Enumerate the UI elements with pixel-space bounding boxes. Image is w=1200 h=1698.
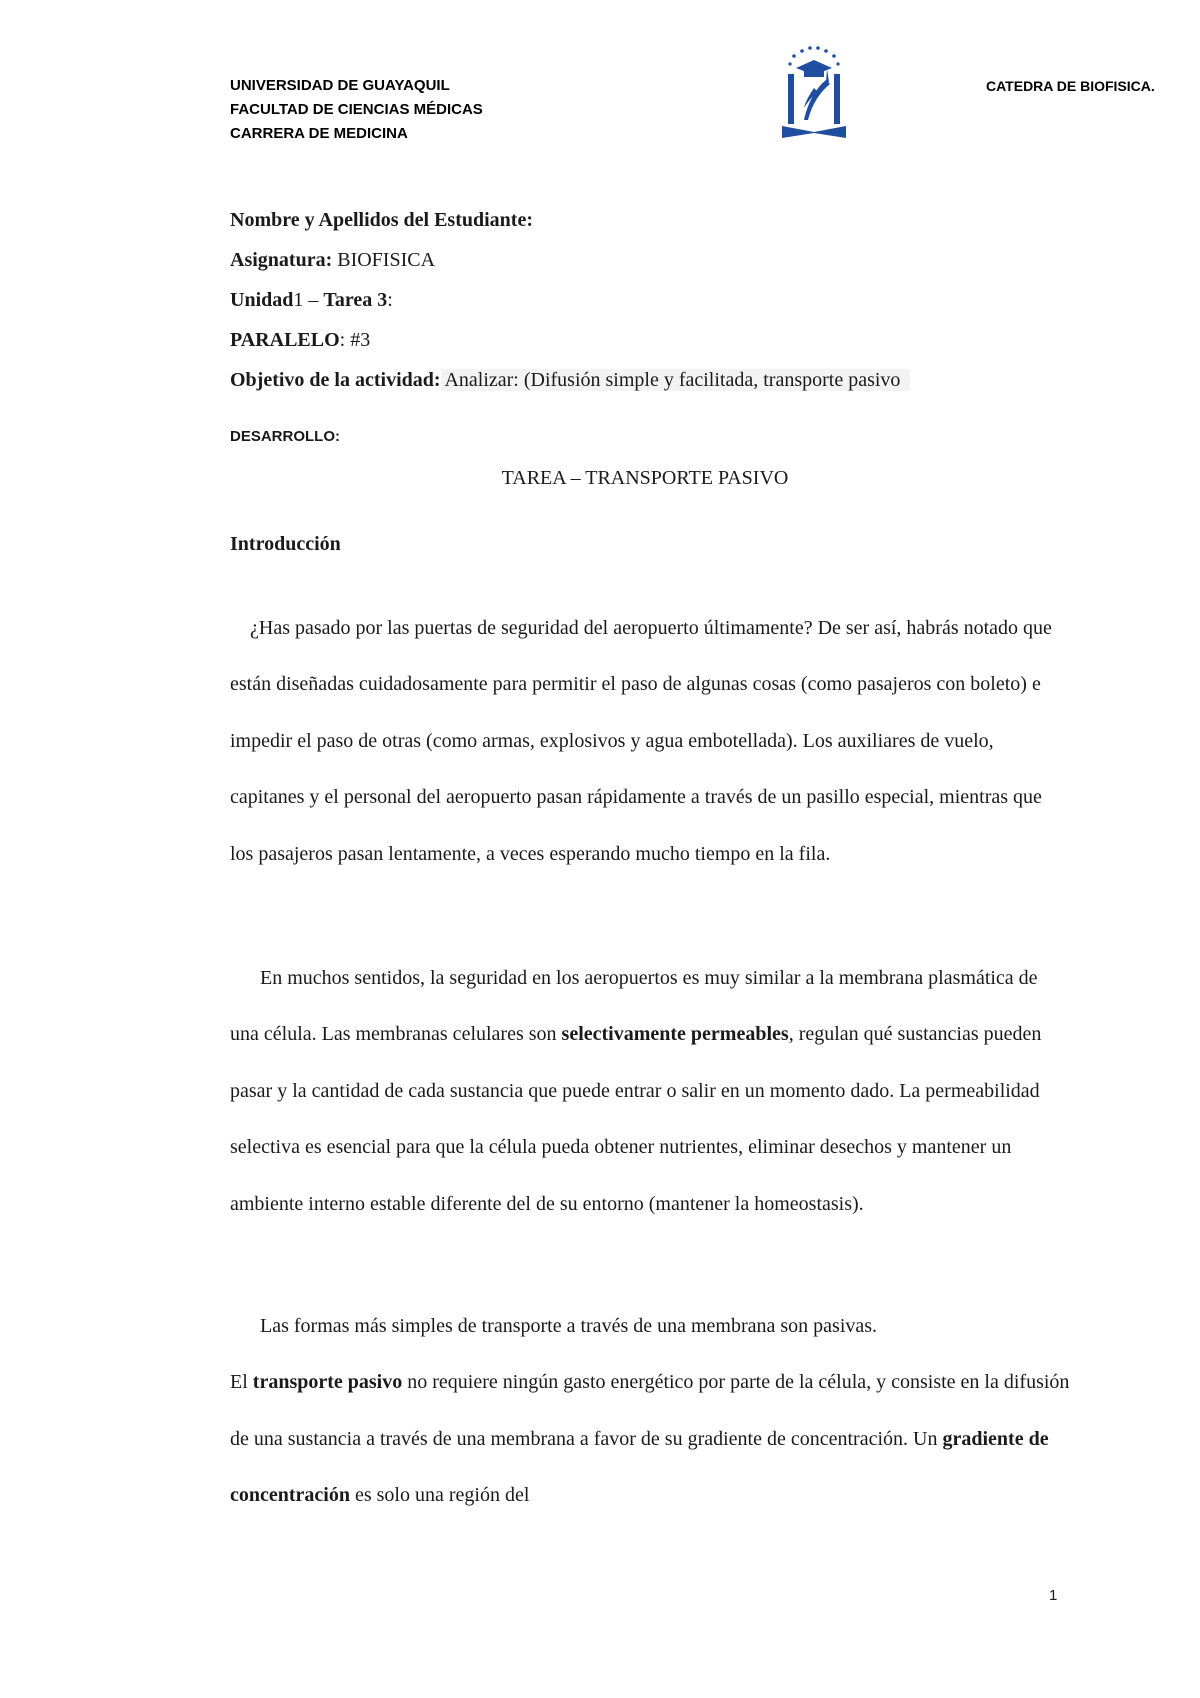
paragraph-2-text-a: En muchos sentidos, la seguridad en los aeropuertos es muy similar a la membrana plasmática de una célula. Las membranas celulares son: [230, 967, 1038, 1046]
university-crest-icon: [774, 42, 854, 142]
paragraph-3-bold-2: gradiente de concentración: [230, 1427, 1049, 1507]
paragraph-1-text: ¿Has pasado por las puertas de seguridad del aeropuerto últimamente? De ser así, habrás notado que están diseñadas cuidadosamente para permitir el paso de algunas cosas (como pasajeros con boleto) e impedir el paso de otras (como armas, explosivos y agua embotellada). Los auxiliares de vuelo, capitanes y el personal del aeropuerto pasan rápidamente a través de un pasillo especial, mientras que los pasajeros pasan lentamente, a veces esperando mucho tiempo en la fila.: [230, 617, 1052, 865]
subject-line: [230, 240, 910, 280]
paragraph-3-text-b: no requiere ningún gasto energético por parte de la célula, y consiste en la difusión de una sustancia a través de una membrana a favor de su gradiente de concentración. Un: [230, 1371, 1070, 1450]
document-title: TAREA – TRANSPORTE PASIVO: [501, 467, 789, 489]
parallel-line: [230, 320, 910, 360]
unit-separator: –: [303, 289, 324, 311]
paragraph-3-line-1: Las formas más simples de transporte a través de una membrana son pasivas.: [260, 1315, 878, 1337]
faculty-name: FACULTAD DE CIENCIAS MÉDICAS: [230, 101, 483, 118]
paragraph-3-text-a: El: [230, 1371, 253, 1394]
chair-label: CATEDRA DE BIOFISICA.: [986, 78, 1155, 94]
page-number: 1: [1049, 1587, 1058, 1604]
parallel-value: : #3: [339, 329, 371, 351]
paragraph-2-text-b: , regulan qué sustancias pueden pasar y la cantidad de cada sustancia que puede entrar o salir en un momento dado. La permeabilidad selectiva es esencial para que la célula pueda obtener nutrientes, eliminar desechos y mantener un ambiente interno estable diferente del de su entorno (mantener la homeostasis).: [230, 1023, 1042, 1215]
objective-value: Analizar: (Difusión simple y facilitada, transporte pasivo: [441, 369, 911, 391]
paragraph-3-bold-1: transporte pasivo: [252, 1371, 403, 1394]
paragraph-2-bold: selectivamente permeables: [561, 1023, 789, 1046]
objective-label: Objetivo de la actividad:: [230, 369, 441, 391]
intro-heading: Introducción: [230, 533, 341, 555]
unit-task-line: [230, 280, 910, 320]
unit-number: 1: [293, 289, 304, 311]
task-label: Tarea 3: [323, 289, 388, 311]
objective-line: [230, 360, 910, 400]
subject-value: BIOFISICA: [332, 249, 436, 271]
paragraph-3-text-c: es solo una región del: [349, 1484, 530, 1507]
unit-label: Unidad: [230, 289, 294, 311]
university-name: UNIVERSIDAD DE GUAYAQUIL: [230, 77, 450, 94]
subject-label: Asignatura:: [230, 249, 333, 271]
student-name-label: Nombre y Apellidos del Estudiante:: [230, 209, 533, 231]
institution-header: [230, 74, 483, 146]
unit-tail: :: [387, 289, 393, 311]
student-info: [230, 200, 910, 400]
parallel-label: PARALELO: [230, 329, 340, 351]
student-name-line: [230, 200, 910, 240]
career-name: CARRERA DE MEDICINA: [230, 125, 408, 142]
paragraph-3: [230, 1298, 1070, 1524]
section-label: DESARROLLO:: [230, 428, 340, 445]
paragraph-1: [230, 600, 1070, 882]
paragraph-2: [230, 950, 1070, 1232]
